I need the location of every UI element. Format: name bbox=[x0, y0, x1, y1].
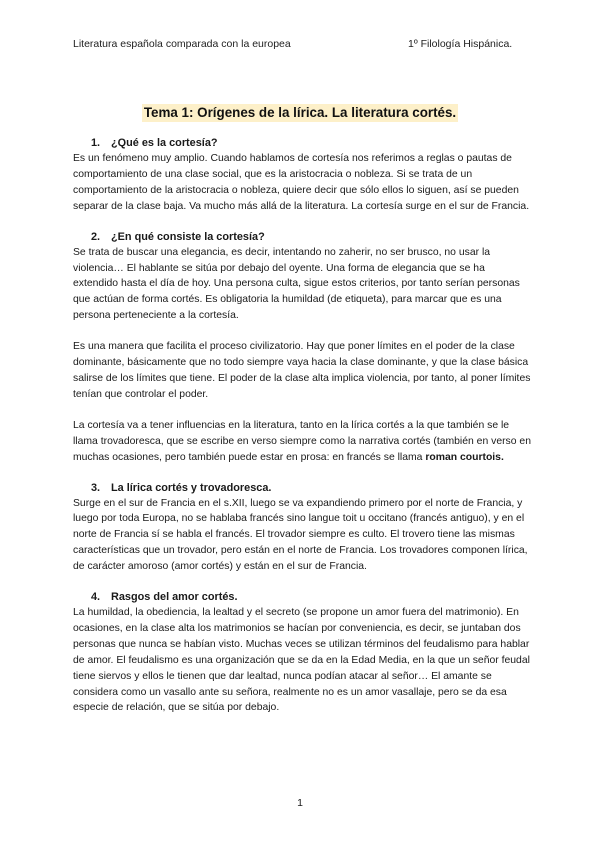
section-3 bbox=[73, 480, 531, 576]
section-heading bbox=[91, 589, 531, 605]
paragraph: Es un fenómeno muy amplio. Cuando hablamos de cortesía nos referimos a reglas o pautas de comportamiento de una clase social, que es la aristocracia o nobleza. Si se trata de un comportamiento de la aristocracia o nobleza, quiere decir que sólo ellos lo siguen, así se pueden separar de la clase baja. Va mucho más allá de la literatura. La cortesía surge en el sur de Francia. bbox=[73, 153, 530, 212]
section-number: 4. bbox=[91, 591, 101, 604]
paragraph: Surge en el sur de Francia en el s.XII, luego se va expandiendo primero por el norte de Francia, y luego por toda Europa, no se hablaba francés sino langue toit u occitano (francés antiguo), y en el norte de Francia sí se habla el francés. El trovador siempre es culto. El trovero tiene las mismas características que un trovador, pero están en el norte de Francia. Los trovadores componen lírica, de carácter amoroso (amor cortés) y están en el sur de Francia. bbox=[73, 497, 528, 573]
section-2 bbox=[73, 229, 531, 466]
bold-term: roman courtois. bbox=[425, 451, 504, 463]
section-number: 1. bbox=[91, 137, 101, 149]
page-header bbox=[73, 38, 527, 52]
header-course-title: Literatura española comparada con la europea bbox=[73, 38, 291, 50]
paragraph bbox=[73, 418, 531, 466]
section-title: ¿En qué consiste la cortesía? bbox=[111, 230, 265, 243]
paragraph: Se trata de buscar una elegancia, es decir, intentando no zaherir, no ser brusco, no usar la violencia… El hablante se sitúa por debajo del oyente. Una forma de elegancia que se ha extendido hasta el día de hoy. Una persona culta, sigue estos criterios, por tanto serían personas que actúan de forma cortés. Es obligatoria la humildad (de etiqueta), para marcar que es una persona perteneciente a la cortesía. bbox=[73, 246, 520, 322]
section-number: 3. bbox=[91, 481, 101, 494]
section-number: 2. bbox=[91, 230, 101, 243]
paragraph: La humildad, la obediencia, la lealtad y el secreto (se propone un amor fuera del matrimonio). En ocasiones, en la clase alta los matrimonios se hacían por conveniencia, es decir, se juntaban dos personas que nunca se habían visto. Muchas veces se utilizan términos del feudalismo para hablar de amor. El feudalismo es una organización que se da en la Edad Media, en la que un señor feudal tiene siervos y ellos le tienen que dar lealtad, nunca podían atacar al señor… El amante se considera como un vasallo ante su señora, realmente no es un amor vasallaje, pero se da esa especie de relación, que se sitúa por debajo. bbox=[73, 607, 530, 714]
paragraph: Es una manera que facilita el proceso civilizatorio. Hay que poner límites en el poder de la clase dominante, básicamente que no todo siempre vaya hacia la clase dominante, y que la clase básica salirse de los límites que tiene. El poder de la clase alta implica violencia, por tanto, al poner límites tenían que controlar el poder. bbox=[73, 341, 531, 400]
section-heading bbox=[91, 135, 531, 151]
section-heading bbox=[91, 229, 531, 245]
section-heading bbox=[91, 480, 531, 496]
title-container bbox=[0, 104, 600, 122]
section-title: La lírica cortés y trovadoresca. bbox=[111, 481, 272, 494]
document-body bbox=[73, 135, 531, 730]
page-number: 1 bbox=[297, 797, 303, 809]
section-1 bbox=[73, 135, 531, 215]
section-4 bbox=[73, 589, 531, 716]
section-title: Rasgos del amor cortés. bbox=[111, 591, 238, 604]
header-degree: 1º Filología Hispánica. bbox=[408, 38, 513, 50]
document-title: Tema 1: Orígenes de la lírica. La literatura cortés. bbox=[143, 105, 457, 120]
section-title: ¿Qué es la cortesía? bbox=[111, 137, 218, 149]
paragraph-text: La cortesía va a tener influencias en la literatura, tanto en la lírica cortés a la que también se le llama trovadoresca, que se escribe en verso siempre como la narrativa cortés (también en verso en muchas ocasiones, pero también puede estar en prosa: en francés se llama bbox=[73, 419, 531, 463]
